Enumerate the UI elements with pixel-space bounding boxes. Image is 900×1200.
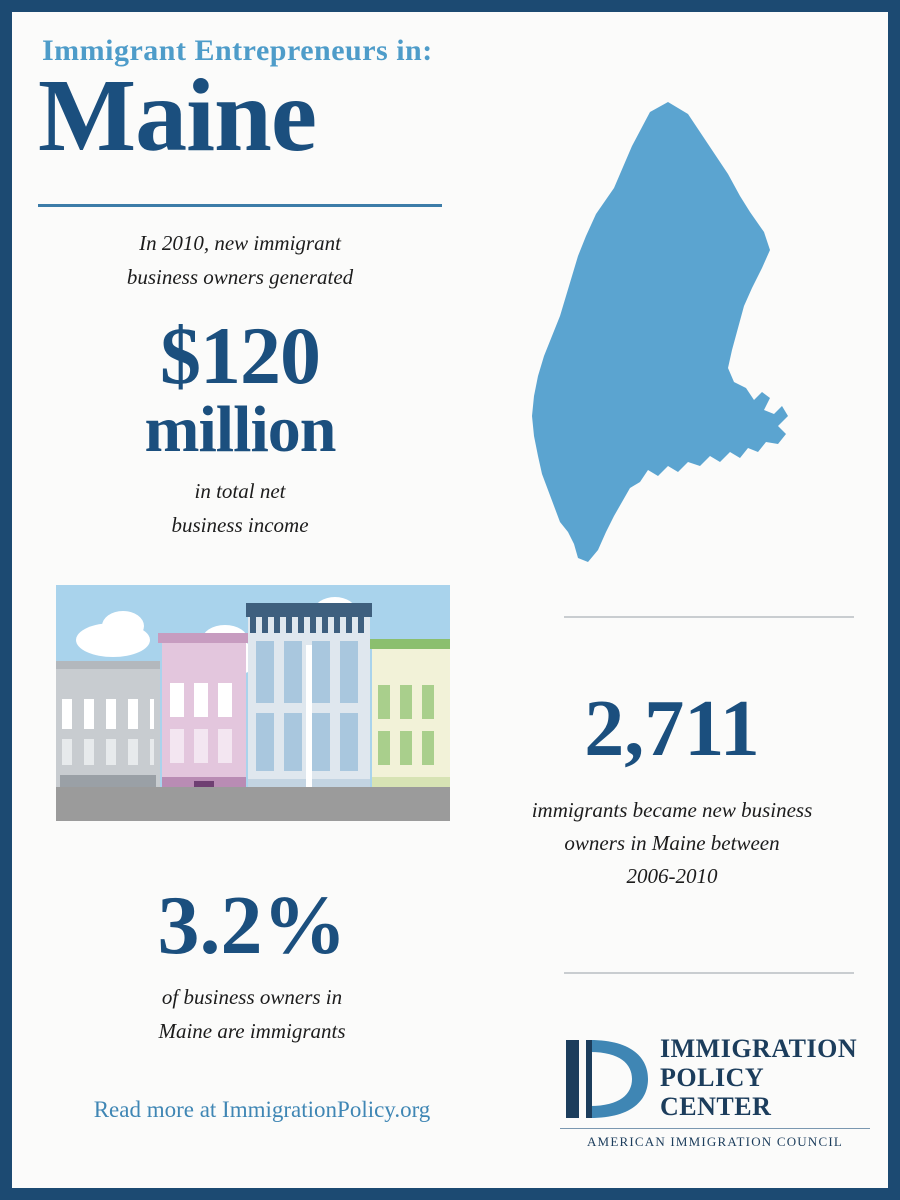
percent-sub-text bbox=[52, 980, 452, 1048]
income-amount-unit: million bbox=[144, 393, 336, 466]
owners-sub-line-1: immigrants became new business bbox=[531, 798, 813, 822]
building-green-windows bbox=[378, 685, 444, 719]
income-sub-line-2: business income bbox=[171, 513, 309, 537]
building-grey-roof bbox=[56, 661, 160, 669]
main-street-illustration bbox=[56, 585, 450, 821]
logo-line-3: CENTER bbox=[660, 1092, 772, 1121]
street-ground bbox=[56, 787, 450, 821]
building-green-windows-2 bbox=[378, 731, 444, 765]
logo-divider bbox=[560, 1128, 870, 1129]
right-divider-top bbox=[564, 616, 854, 618]
income-amount bbox=[38, 310, 442, 466]
read-more-link[interactable]: Read more at ImmigrationPolicy.org bbox=[93, 1097, 431, 1122]
page-title: Maine bbox=[38, 58, 317, 173]
building-pink-cornice bbox=[158, 633, 250, 643]
building-pink-windows bbox=[170, 683, 238, 717]
header-divider bbox=[38, 204, 442, 207]
percent-sub-line-1: of business owners in bbox=[161, 985, 343, 1009]
percent-sub-line-2: Maine are immigrants bbox=[158, 1019, 346, 1043]
income-amount-value: $120 bbox=[160, 310, 320, 401]
cloud-icon bbox=[102, 611, 144, 641]
logo-tagline: AMERICAN IMMIGRATION COUNCIL bbox=[586, 1134, 844, 1149]
income-sub-text bbox=[38, 474, 442, 542]
maine-map-icon bbox=[482, 92, 862, 592]
building-center-roof bbox=[246, 603, 372, 617]
income-sub-line-1: in total net bbox=[194, 479, 286, 503]
owners-sub-line-2: owners in Maine between bbox=[564, 831, 780, 855]
building-grey-windows bbox=[62, 699, 154, 729]
building-center-balusters bbox=[250, 617, 368, 633]
income-lead-line-2: business owners generated bbox=[126, 265, 354, 289]
percent-value: 3.2% bbox=[157, 879, 347, 972]
building-pink-windows-2 bbox=[170, 729, 238, 763]
organization-logo[interactable] bbox=[552, 1030, 872, 1160]
income-lead-line-1: In 2010, new immigrant bbox=[139, 231, 341, 255]
owners-count: 2,711 bbox=[584, 685, 760, 773]
income-lead-text bbox=[38, 226, 442, 294]
owners-sub-text bbox=[462, 794, 882, 893]
logo-line-2: POLICY bbox=[660, 1063, 765, 1092]
building-green-roof bbox=[370, 639, 450, 649]
logo-line-1: IMMIGRATION bbox=[660, 1034, 858, 1063]
poster-inner bbox=[12, 12, 888, 1188]
owners-sub-line-3: 2006-2010 bbox=[626, 864, 718, 888]
poster-kicker: Immigrant Entrepreneurs in: bbox=[42, 34, 433, 67]
logo-wordmark bbox=[660, 1034, 857, 1121]
right-divider-bottom bbox=[564, 972, 854, 974]
ipc-monogram-icon bbox=[562, 1036, 650, 1122]
building-grey-windows-2 bbox=[62, 739, 154, 765]
